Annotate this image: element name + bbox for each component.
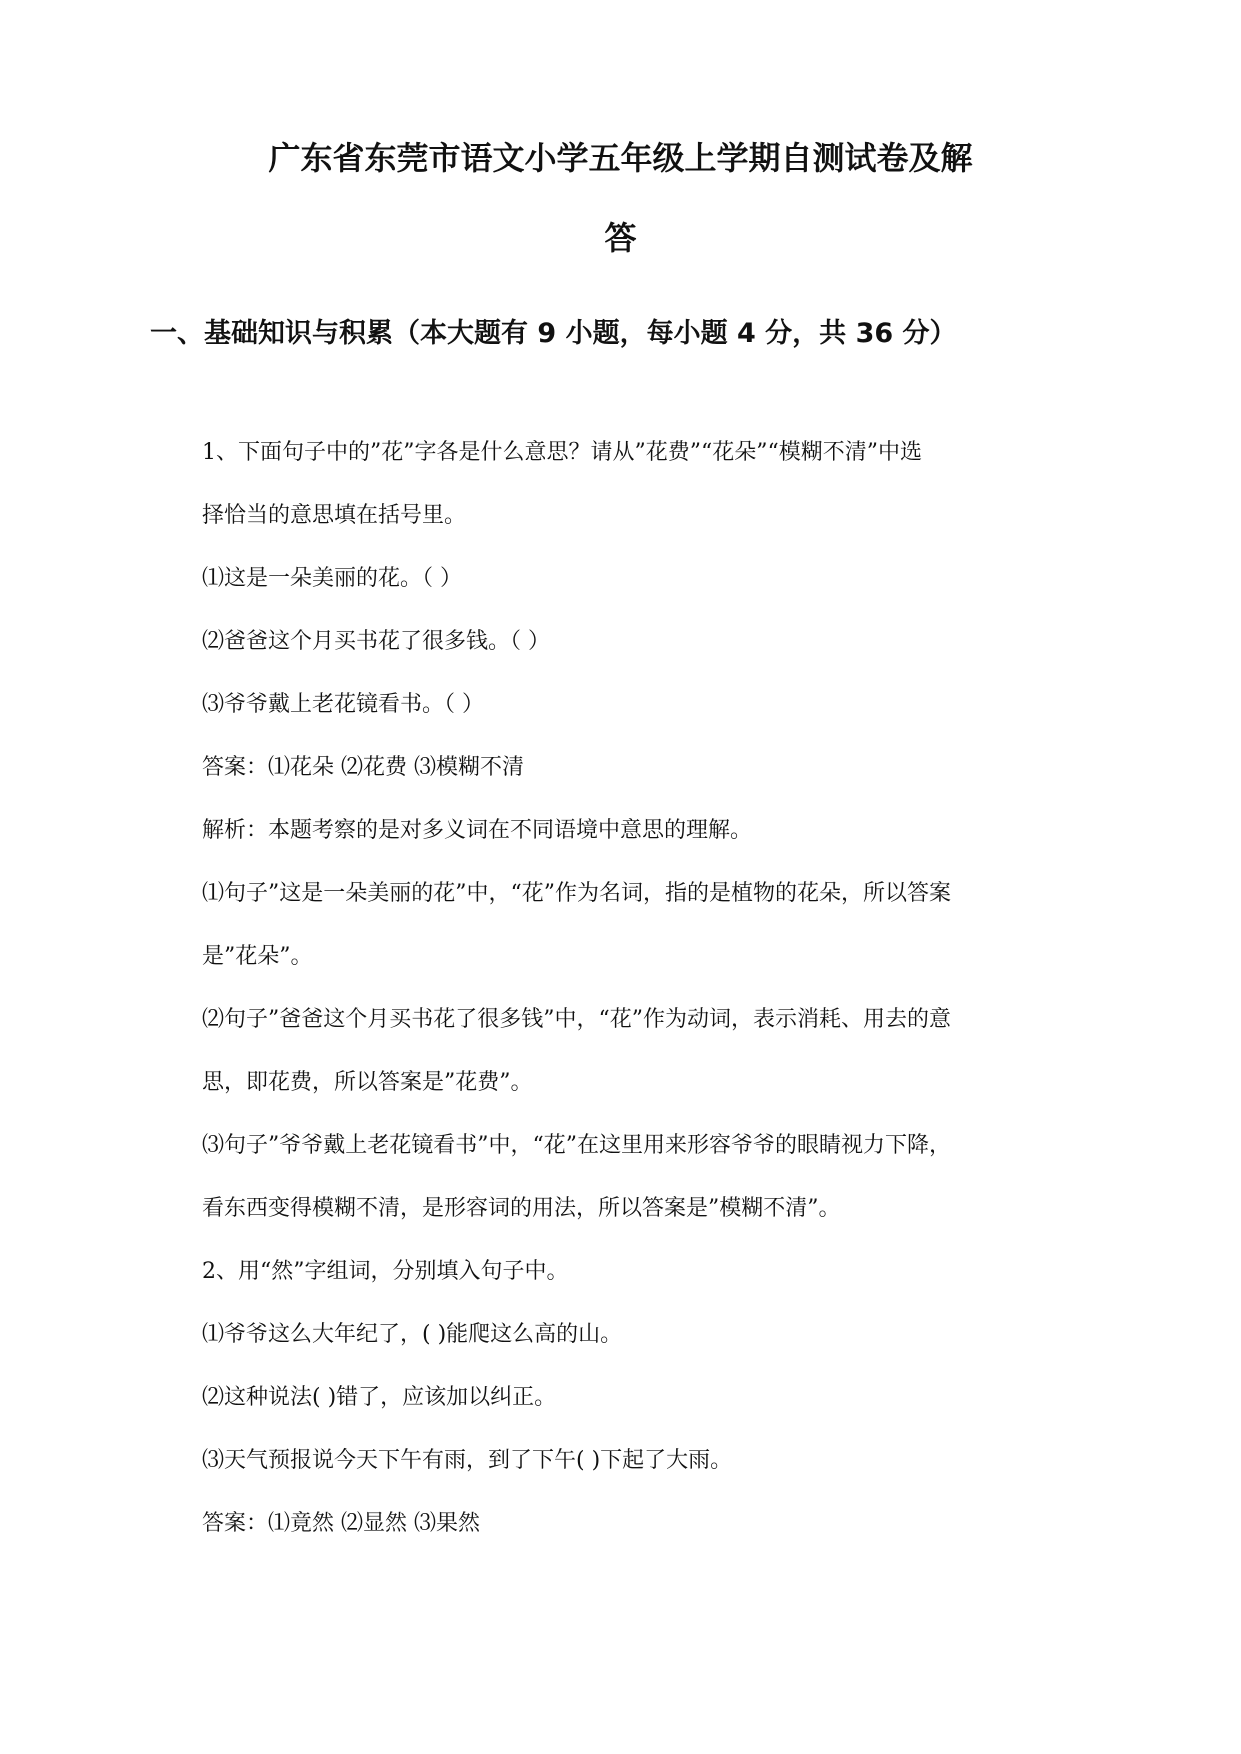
question-1-item-2: ⑵爸爸这个月买书花了很多钱。（ ） (202, 629, 550, 654)
question-2-stem: 2、用“然”字组词，分别填入句子中。 (202, 1259, 569, 1284)
question-1-analysis: 解析：本题考察的是对多义词在不同语境中意思的理解。 (202, 818, 753, 843)
analysis-2-line-1: ⑵句子”爸爸这个月买书花了很多钱”中，“花”作为动词，表示消耗、用去的意 (202, 1007, 951, 1032)
document-title-line-2: 答 (604, 219, 637, 257)
analysis-1-line-2: 是”花朵”。 (202, 944, 313, 969)
analysis-2-line-2: 思，即花费，所以答案是”花费”。 (202, 1070, 533, 1095)
question-2-answer: 答案：⑴竟然 ⑵显然 ⑶果然 (202, 1511, 480, 1536)
analysis-3-line-2: 看东西变得模糊不清，是形容词的用法，所以答案是”模糊不清”。 (202, 1196, 841, 1221)
question-2-item-1: ⑴爷爷这么大年纪了，( )能爬这么高的山。 (202, 1322, 623, 1347)
question-1-answer: 答案：⑴花朵 ⑵花费 ⑶模糊不清 (202, 755, 524, 780)
analysis-3-line-1: ⑶句子”爷爷戴上老花镜看书”中，“花”在这里用来形容爷爷的眼睛视力下降， (202, 1133, 951, 1158)
analysis-1-line-1: ⑴句子”这是一朵美丽的花”中，“花”作为名词，指的是植物的花朵，所以答案 (202, 881, 951, 906)
question-1-line-1: 1、下面句子中的”花”字各是什么意思？请从”花费”“花朵”“模糊不清”中选 (202, 440, 922, 465)
question-1-item-3: ⑶爷爷戴上老花镜看书。（ ） (202, 692, 484, 717)
document-title-line-1: 广东省东莞市语文小学五年级上学期自测试卷及解 (268, 139, 973, 177)
question-2-item-2: ⑵这种说法( )错了，应该加以纠正。 (202, 1385, 557, 1410)
question-1-item-1: ⑴这是一朵美丽的花。（ ） (202, 566, 462, 591)
question-1-line-2: 择恰当的意思填在括号里。 (202, 503, 467, 528)
section-heading: 一、基础知识与积累（本大题有 9 小题，每小题 4 分，共 36 分） (150, 318, 957, 349)
question-2-item-3: ⑶天气预报说今天下午有雨，到了下午( )下起了大雨。 (202, 1448, 733, 1473)
